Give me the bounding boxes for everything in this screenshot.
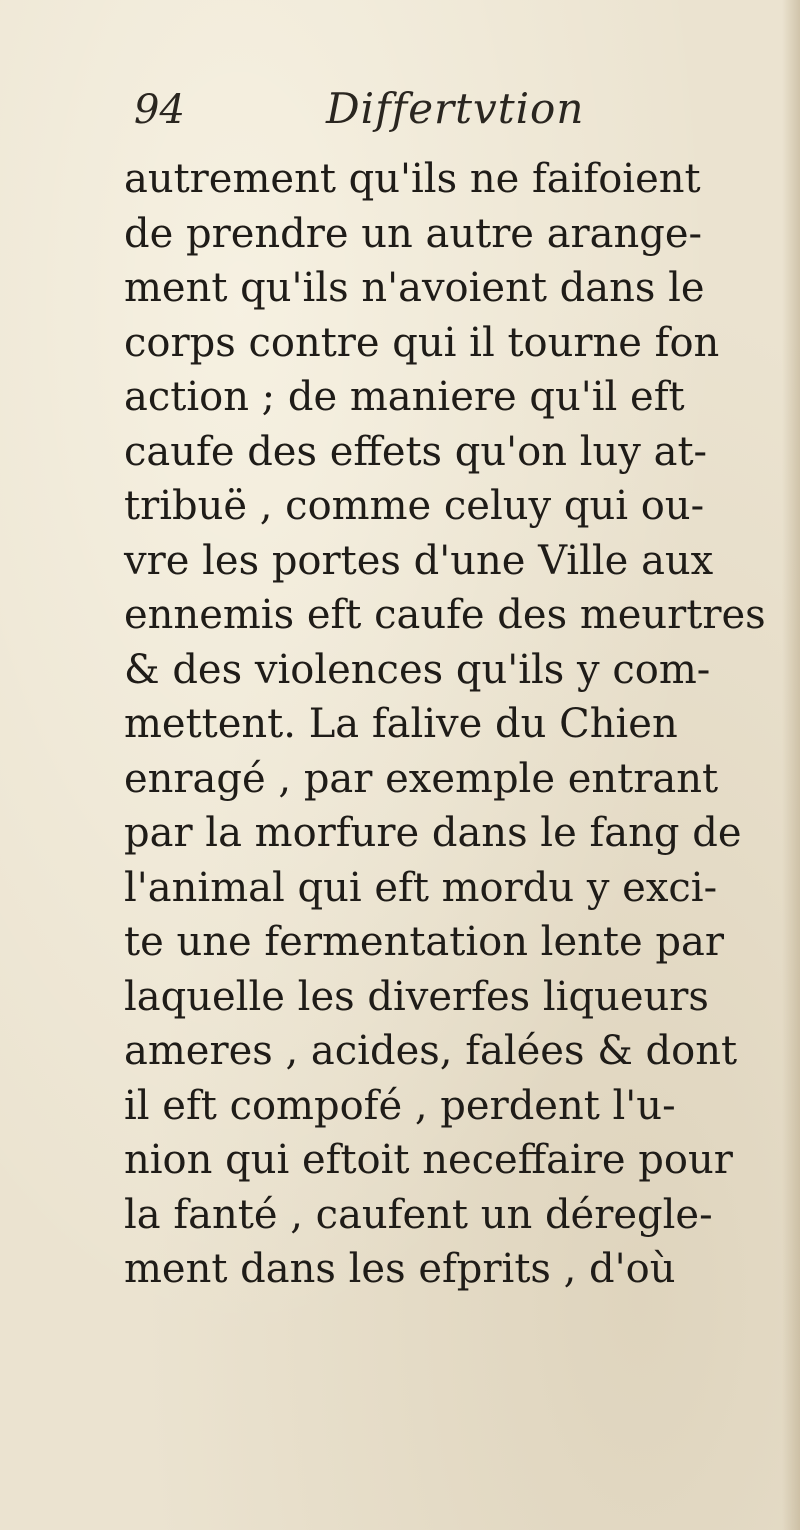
text-line: par la morfure dans le fang de (124, 810, 742, 856)
text-line: corps contre qui il tourne fon (124, 319, 720, 366)
text-line: te une fermentation lente par (124, 919, 724, 965)
text-line: mettent. La falive du Chien (124, 701, 678, 747)
text-line: tribuë , comme celuy qui ou- (124, 483, 705, 529)
text-line: laquelle les diverfes liqueurs (124, 973, 709, 1020)
text-line: vre les portes d'une Ville aux (124, 537, 714, 584)
text-line: ennemis eft caufe des meurtres (124, 592, 766, 638)
text-line: l'animal qui eft mordu y exci- (124, 864, 718, 911)
text-line: nion qui eftoit neceffaire pour (124, 1137, 733, 1183)
text-line: action ; de maniere qu'il eft (124, 374, 685, 420)
text-line: ameres , acides, falées & dont (124, 1028, 738, 1074)
running-title: Differtvtion (326, 84, 585, 133)
page-header (118, 84, 758, 148)
text-line: autrement qu'ils ne faifoient (124, 156, 701, 202)
page-edge-shadow (782, 0, 800, 1530)
text-line: & des violences qu'ils y com- (124, 646, 711, 693)
text-line: enragé , par exemple entrant (124, 755, 719, 802)
text-line: caufe des effets qu'on luy at- (124, 428, 708, 475)
text-line: il eft compofé , perdent l'u- (124, 1082, 676, 1129)
text-line: de prendre un autre arange- (124, 210, 703, 257)
text-line: ment qu'ils n'avoient dans le (124, 265, 705, 311)
text-line: ment dans les efprits , d'où (124, 1246, 676, 1292)
page-number: 94 (134, 87, 185, 133)
body-text (124, 152, 800, 1297)
text-line: la fanté , caufent un déregle- (124, 1191, 713, 1238)
